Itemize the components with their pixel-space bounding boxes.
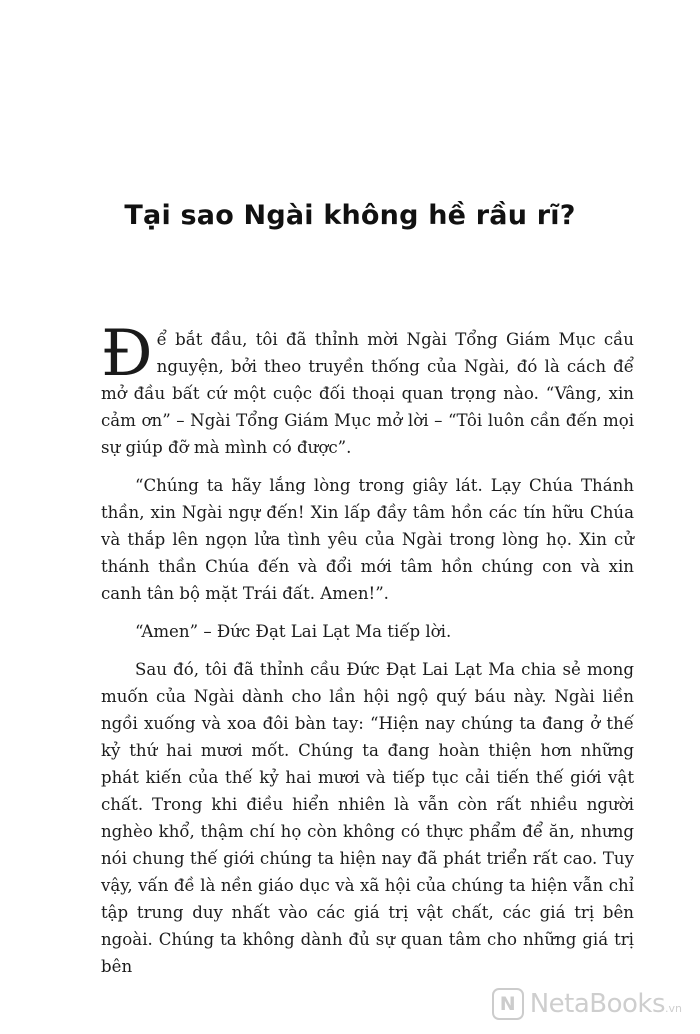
paragraph-3: “Amen” – Đức Đạt Lai Lạt Ma tiếp lời. [135, 622, 452, 641]
paragraph-4: Sau đó, tôi đã thỉnh cầu Đức Đạt Lai Lạt Ma chia sẻ mong muốn của Ngài dành cho lần hội ngộ quý báu này. Ngài liền ngồi xuống và xoa đôi bàn tay: “Hiện nay chúng ta đang ở thế kỷ thứ hai mươi mốt. Chúng ta đang hoàn thiện hơn những phát kiến của thế kỷ hai mươi và tiếp tục cải tiến thế giới vật chất. Trong khi điều hiển nhiên là vẫn còn rất nhiều người nghèo khổ, thậm chí họ còn không có thực phẩm để ăn, nhưng nói chung thế giới chúng ta hiện nay đã phát triển rất cao. Tuy vậy, vấn đề là nền giáo dục và xã hội của chúng ta hiện vẫn chỉ tập trung duy nhất vào các giá trị vật chất, các giá trị bên ngoài. Chúng ta không dành đủ sự quan tâm cho những giá trị bên [101, 660, 634, 976]
paragraph-2: “Chúng ta hãy lắng lòng trong giây lát. Lạy Chúa Thánh thần, xin Ngài ngự đến! Xin lấp đầy tâm hồn các tín hữu Chúa và thắp lên ngọn lửa tình yêu của Ngài trong lòng họ. Xin cử thánh thần Chúa đến và đổi mới tâm hồn chúng con và xin canh tân bộ mặt Trái đất. Amen!”. [101, 476, 634, 603]
watermark-brand: NetaBooks [529, 989, 666, 1019]
drop-cap: Đ [101, 317, 153, 391]
watermark-suffix: .vn [665, 1002, 682, 1015]
netabooks-logo-icon: N [492, 988, 524, 1020]
paragraph-1 [101, 317, 634, 461]
paragraph-1-text: ể bắt đầu, tôi đã thỉnh mời Ngài Tổng Giám Mục cầu nguyện, bởi theo truyền thống của Ngài, đó là cách để mở đầu bất cứ một cuộc đối thoại quan trọng nào. “Vâng, xin cảm ơn” – Ngài Tổng Giám Mục mở lời – “Tôi luôn cần đến mọi sự giúp đỡ mà mình có được”. [101, 330, 634, 457]
netabooks-watermark [492, 988, 682, 1020]
body-text [101, 317, 634, 991]
chapter-title: Tại sao Ngài không hề rầu rĩ? [124, 200, 576, 231]
